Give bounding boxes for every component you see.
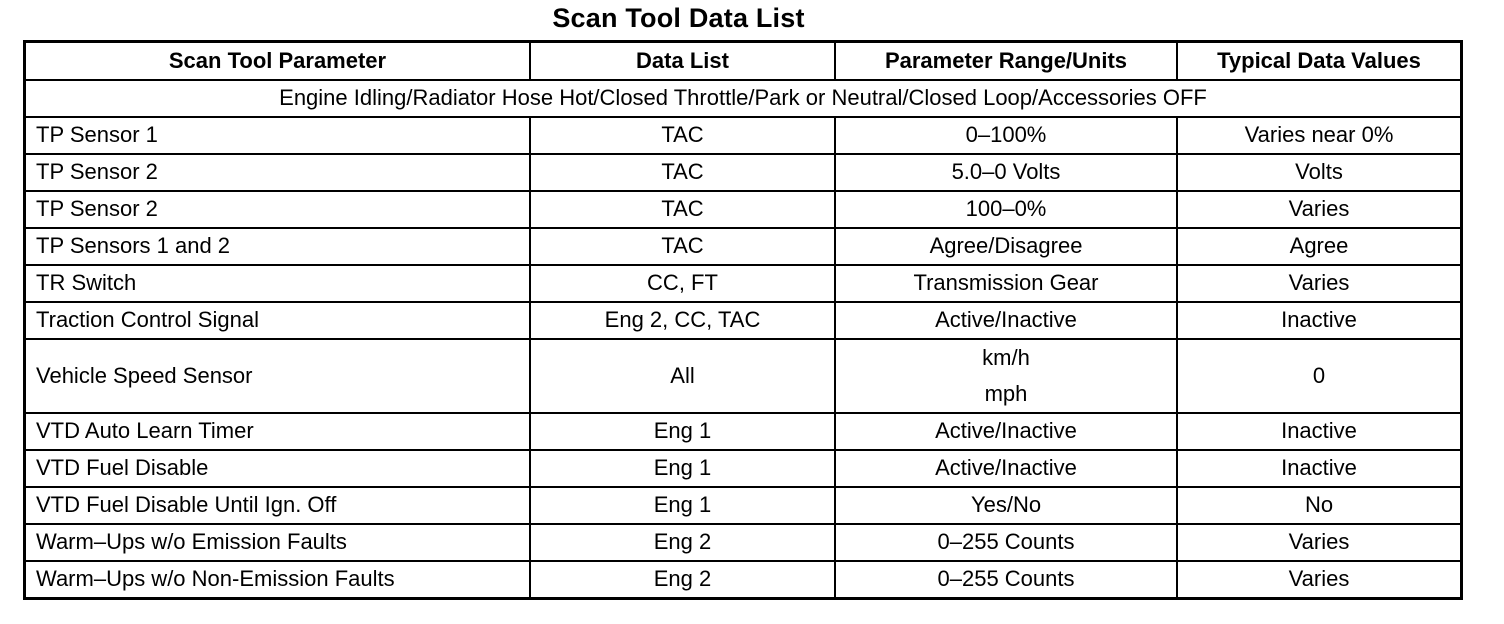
range-units-cell <box>835 487 1177 524</box>
parameter-cell: Warm–Ups w/o Non-Emission Faults <box>25 561 531 599</box>
range-units-value: Active/Inactive <box>935 455 1077 481</box>
range-units-value: Agree/Disagree <box>929 233 1083 259</box>
parameter-cell: TR Switch <box>25 265 531 302</box>
range-units-value: Transmission Gear <box>913 270 1099 296</box>
parameter-cell: TP Sensor 1 <box>25 117 531 154</box>
typical-value-cell: Varies <box>1177 265 1462 302</box>
typical-value-cell: Varies <box>1177 191 1462 228</box>
data-list-cell: TAC <box>530 117 835 154</box>
typical-value-cell: Agree <box>1177 228 1462 265</box>
data-list-cell: Eng 1 <box>530 450 835 487</box>
range-units-cell <box>835 413 1177 450</box>
table-row <box>25 487 1462 524</box>
typical-value-cell: 0 <box>1177 339 1462 413</box>
range-units-value: 0–255 Counts <box>937 529 1075 555</box>
range-units-cell <box>835 450 1177 487</box>
data-list-cell: TAC <box>530 191 835 228</box>
condition-row <box>25 80 1462 117</box>
parameter-cell: TP Sensors 1 and 2 <box>25 228 531 265</box>
data-list-cell: Eng 1 <box>530 413 835 450</box>
data-list-cell: Eng 1 <box>530 487 835 524</box>
typical-value-cell: No <box>1177 487 1462 524</box>
data-list-cell: Eng 2, CC, TAC <box>530 302 835 339</box>
range-units-cell <box>835 191 1177 228</box>
scan-tool-data-table <box>23 40 1463 600</box>
parameter-cell: Traction Control Signal <box>25 302 531 339</box>
parameter-cell: TP Sensor 2 <box>25 191 531 228</box>
column-header-data-list: Data List <box>530 42 835 81</box>
table-row <box>25 117 1462 154</box>
typical-value-cell: Varies <box>1177 561 1462 599</box>
range-units-cell <box>835 339 1177 413</box>
range-units-cell <box>835 117 1177 154</box>
typical-value-cell: Varies near 0% <box>1177 117 1462 154</box>
range-units-cell <box>835 265 1177 302</box>
table-row <box>25 191 1462 228</box>
page-title: Scan Tool Data List <box>552 3 805 33</box>
column-header-parameter: Scan Tool Parameter <box>25 42 531 81</box>
typical-value-cell: Inactive <box>1177 450 1462 487</box>
range-units-cell <box>835 561 1177 599</box>
parameter-cell: VTD Fuel Disable Until Ign. Off <box>25 487 531 524</box>
header-row <box>25 42 1462 81</box>
range-units-value: 5.0–0 Volts <box>951 159 1061 185</box>
range-units-value: Active/Inactive <box>935 418 1077 444</box>
parameter-cell: Vehicle Speed Sensor <box>25 339 531 413</box>
parameter-cell: VTD Auto Learn Timer <box>25 413 531 450</box>
table-row <box>25 450 1462 487</box>
range-units-value: Yes/No <box>970 492 1042 518</box>
range-units-value: 0–100% <box>965 122 1047 148</box>
data-list-cell: Eng 2 <box>530 524 835 561</box>
range-units-cell <box>835 524 1177 561</box>
test-condition: Engine Idling/Radiator Hose Hot/Closed Throttle/Park or Neutral/Closed Loop/Accessories OFF <box>25 80 1462 117</box>
data-list-cell: All <box>530 339 835 413</box>
parameter-cell: Warm–Ups w/o Emission Faults <box>25 524 531 561</box>
parameter-cell: TP Sensor 2 <box>25 154 531 191</box>
table-row <box>25 228 1462 265</box>
range-units-value: Active/Inactive <box>935 307 1077 333</box>
typical-value-cell: Inactive <box>1177 302 1462 339</box>
data-list-cell: Eng 2 <box>530 561 835 599</box>
typical-value-cell: Inactive <box>1177 413 1462 450</box>
table-row <box>25 413 1462 450</box>
range-units-value: mph <box>984 381 1028 406</box>
data-list-cell: TAC <box>530 154 835 191</box>
typical-value-cell: Varies <box>1177 524 1462 561</box>
data-list-cell: TAC <box>530 228 835 265</box>
table-row <box>25 524 1462 561</box>
range-units-value: 100–0% <box>965 196 1047 222</box>
data-list-cell: CC, FT <box>530 265 835 302</box>
parameter-cell: VTD Fuel Disable <box>25 450 531 487</box>
range-units-cell <box>835 154 1177 191</box>
column-header-typical-values: Typical Data Values <box>1177 42 1462 81</box>
table-row <box>25 339 1462 413</box>
range-units-cell <box>835 302 1177 339</box>
typical-value-cell: Volts <box>1177 154 1462 191</box>
table-row <box>25 265 1462 302</box>
range-units-value: 0–255 Counts <box>937 566 1075 592</box>
table-row <box>25 302 1462 339</box>
table-row <box>25 561 1462 599</box>
range-units-value: km/h <box>982 345 1030 370</box>
column-header-range-units: Parameter Range/Units <box>835 42 1177 81</box>
table-row <box>25 154 1462 191</box>
range-units-cell <box>835 228 1177 265</box>
